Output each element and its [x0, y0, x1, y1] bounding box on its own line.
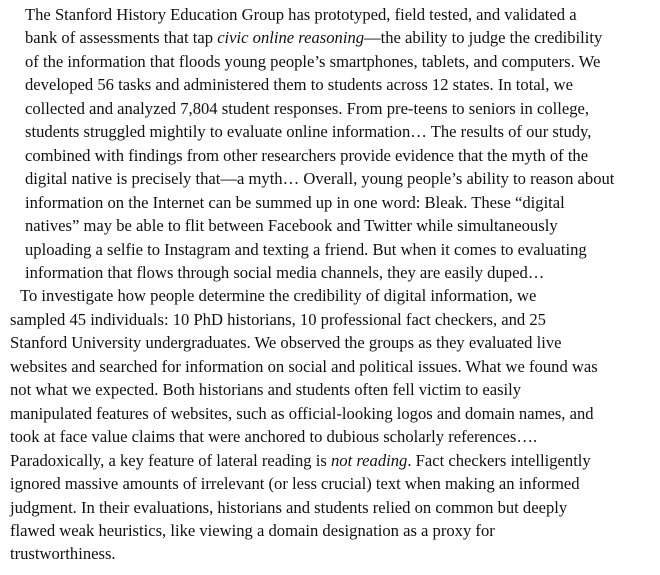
text-line: Stanford University undergraduates. We observed the groups as they evaluated live	[10, 333, 562, 353]
text-line: not what we expected. Both historians and students often fell victim to easily	[10, 380, 522, 400]
text-line: To investigate how people determine the credibility of digital information, we	[20, 286, 537, 306]
emphasis-civic-online-reasoning: civic online reasoning	[217, 28, 365, 48]
text-line: ignored massive amounts of irrelevant (or less crucial) text when making an informed	[10, 474, 580, 494]
text-line: sampled 45 individuals: 10 PhD historians, 10 professional fact checkers, and 25	[10, 309, 546, 329]
text-line: uploading a selfie to Instagram and texting a friend. But when it comes to evaluating	[25, 239, 587, 259]
text-line: trustworthiness.	[10, 544, 116, 564]
text-line: developed 56 tasks and administered them to students across 12 states. In total, we	[25, 75, 573, 95]
emphasis-not-reading: not reading	[330, 450, 408, 470]
text-line: students struggled mightily to evaluate online information… The results of our study,	[25, 122, 592, 142]
document-page	[7, 3, 655, 566]
text-line: The Stanford History Education Group has prototyped, field tested, and validated a	[25, 5, 577, 24]
text-line: combined with findings from other researchers provide evidence that the myth of the	[25, 145, 589, 165]
text-line: information on the Internet can be summed up in one word: Bleak. These “digital	[25, 192, 565, 212]
text-line: websites and searched for information on social and political issues. What we found was	[10, 356, 598, 376]
text-line: Paradoxically, a key feature of lateral reading is not reading. Fact checkers intelligently	[10, 450, 591, 470]
text-line: judgment. In their evaluations, historians and students relied on common but deeply	[10, 497, 568, 517]
text-line: natives” may be able to flit between Facebook and Twitter while simultaneously	[25, 216, 558, 236]
text-line: bank of assessments that tap civic online reasoning—the ability to judge the credibility	[25, 28, 603, 48]
paragraph-1	[7, 3, 655, 284]
paragraph-2	[7, 284, 655, 565]
text-line: information that flows through social media channels, they are easily duped…	[25, 262, 545, 282]
text-line: collected and analyzed 7,804 student responses. From pre-teens to seniors in college,	[25, 98, 590, 118]
text-line: of the information that floods young people’s smartphones, tablets, and computers. We	[25, 51, 601, 71]
text-line: manipulated features of websites, such as official-looking logos and domain names, and	[10, 403, 594, 423]
text-line: digital native is precisely that—a myth… Overall, young people’s ability to reason about	[25, 169, 615, 189]
text-line: flawed weak heuristics, like viewing a domain designation as a proxy for	[10, 520, 495, 540]
text-line: took at face value claims that were anchored to dubious scholarly references….	[10, 427, 538, 447]
